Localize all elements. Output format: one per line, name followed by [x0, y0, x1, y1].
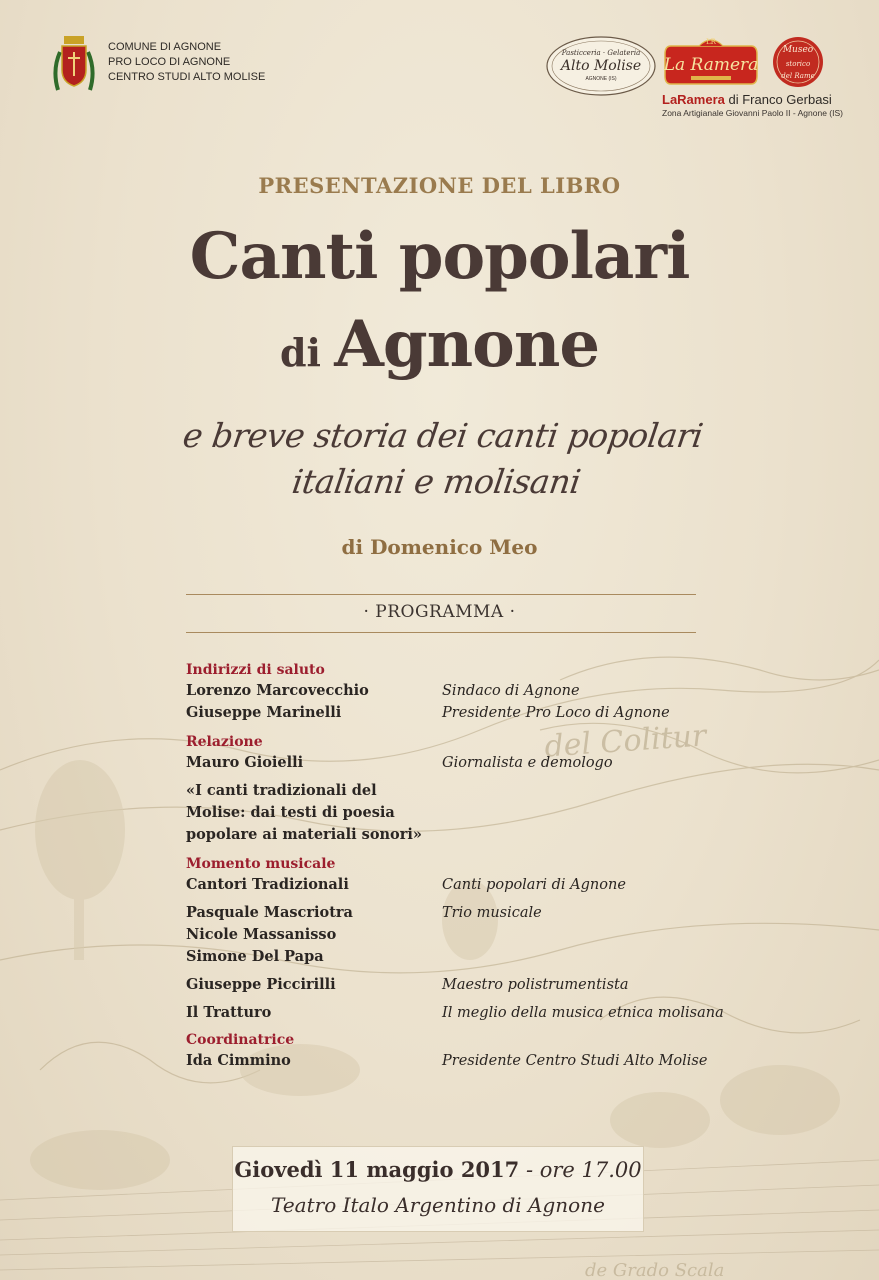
section-musicale: Momento musicale	[186, 856, 336, 872]
performer-name: Cantori Tradizionali	[186, 876, 349, 893]
agnone-crest-icon	[50, 30, 98, 96]
municipal-header	[50, 30, 265, 96]
speaker-name: Ida Cimmino	[186, 1052, 291, 1069]
performer-name: Nicole Massanisso	[186, 926, 337, 943]
laramera-brand: LaRamera	[662, 92, 725, 107]
program-row	[186, 924, 746, 946]
book-title-di: di	[279, 330, 335, 375]
book-subtitle	[0, 413, 879, 505]
program-row	[186, 874, 746, 896]
programma-heading: · PROGRAMMA ·	[363, 602, 516, 622]
speaker-role: Giornalista e demologo	[442, 755, 613, 771]
svg-text:del Colitur: del Colitur	[543, 718, 708, 765]
alto-molise-logo	[545, 35, 657, 97]
svg-text:de Grado Scala: de Grado Scala	[585, 1260, 725, 1280]
program-row	[186, 1002, 746, 1024]
book-title-line1: Canti popolari	[189, 219, 690, 294]
divider-top	[186, 594, 696, 595]
performer-role: Trio musicale	[442, 905, 542, 921]
program-row	[186, 752, 746, 774]
speaker-role: Presidente Pro Loco di Agnone	[442, 705, 670, 721]
performer-name: Pasquale Mascriotra	[186, 904, 353, 921]
performer-role: Il meglio della musica etnica molisana	[442, 1005, 724, 1021]
event-time: - ore 17.00	[519, 1158, 642, 1182]
laramera-credit	[662, 92, 832, 107]
performer-role: Canti popolari di Agnone	[442, 877, 626, 893]
book-author: di Domenico Meo	[341, 535, 538, 559]
alto-molise-sub: AGNONE (IS)	[585, 76, 617, 82]
program-list	[186, 660, 746, 1072]
program-row	[186, 1050, 746, 1072]
museo-line1: Museo	[782, 45, 814, 55]
header-line-1: COMUNE DI AGNONE	[108, 41, 222, 53]
talk-title: «I canti tradizionali del Molise: dai testi di poesia popolare ai materiali sonori»	[186, 782, 422, 843]
kicker-title: PRESENTAZIONE DEL LIBRO	[258, 173, 621, 198]
divider-bottom	[186, 632, 696, 633]
event-venue: Teatro Italo Argentino di Agnone	[271, 1193, 605, 1217]
museo-line3: del Rame	[781, 72, 815, 80]
speaker-role: Presidente Centro Studi Alto Molise	[442, 1053, 708, 1069]
speaker-name: Giuseppe Marinelli	[186, 704, 342, 721]
speaker-role: Sindaco di Agnone	[442, 683, 580, 699]
laramera-address: Zona Artigianale Giovanni Paolo II - Agnone (IS)	[662, 108, 843, 118]
alto-molise-top-text: Pasticceria · Gelateria	[561, 49, 641, 57]
program-row	[186, 974, 746, 996]
museo-line2: storico	[785, 60, 811, 68]
section-coordinatrice: Coordinatrice	[186, 1032, 295, 1048]
event-info-box	[232, 1146, 644, 1232]
speaker-name: Mauro Gioielli	[186, 754, 304, 771]
book-title-line2	[0, 308, 879, 398]
speaker-name: Lorenzo Marcovecchio	[186, 682, 369, 699]
alto-molise-name: Alto Molise	[560, 58, 642, 74]
la-ramera-logo	[661, 32, 761, 90]
event-datetime	[233, 1157, 643, 1182]
program-row	[186, 902, 746, 924]
header-line-3: CENTRO STUDI ALTO MOLISE	[108, 71, 266, 83]
header-line-2: PRO LOCO DI AGNONE	[108, 56, 231, 68]
performer-name: Simone Del Papa	[186, 948, 324, 965]
performer-role: Maestro polistrumentista	[442, 977, 629, 993]
la-ramera-name: La Ramera	[663, 55, 759, 75]
la-ramera-mono: LR	[706, 38, 716, 46]
museo-rame-logo	[772, 36, 824, 88]
book-title-agnone: Agnone	[334, 307, 600, 382]
performer-name: Giuseppe Piccirilli	[186, 976, 336, 993]
program-row	[186, 680, 746, 702]
section-saluto: Indirizzi di saluto	[186, 662, 325, 678]
program-row	[186, 946, 746, 968]
event-date: Giovedì 11 maggio 2017	[234, 1157, 520, 1182]
subtitle-line2: italiani e molisani	[289, 462, 583, 501]
program-row	[186, 702, 746, 724]
performer-name: Il Tratturo	[186, 1004, 272, 1021]
laramera-owner: di Franco Gerbasi	[724, 92, 832, 107]
subtitle-line1: e breve storia dei canti popolari	[180, 416, 706, 455]
section-relazione: Relazione	[186, 734, 263, 750]
